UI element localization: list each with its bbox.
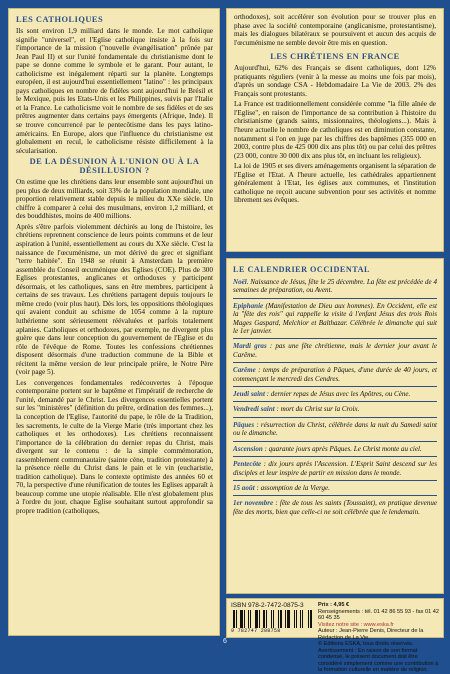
paragraph: Après s'être parfois violemment déchirés au long de l'histoire, les chrétiens reprennent conscience de leurs points communs et de leur aspiration à l'unité, essentiellement au cours du XXe siècle. C'est la naissance de l'œcuménisme, un mot dérivé du grec et signifiant "terre habitée". En 1948 se réunit à Amsterdam la première assemblée du Conseil œcuménique des Eglises (COE). Plus de 300 Eglises protestantes, anglicanes et orthodoxes y participent désormais, et les catholiques, sans en être membres, participent à certains de ses travaux. Les chrétiens partagent depuis toujours le même credo (voir plus haut). Dès lors, les oppositions théologiques qui avaient conduit au schisme de 1054 comme à la rupture luthérienne sont sérieusement réévaluées et parfois totalement aplanies. Catholiques et orthodoxes, par exemple, ne divergent plus guère que dans leur conception du gouvernement de l'Eglise et du rôle de l'évêque de Rome. Toutes les confessions chrétiennes disposent désormais d'une traduction commune de la Bible et récitent la même version de leur principale prière, le Notre Père (voir page 5). (16, 222, 213, 377)
calendar-text: : pas une fête chrétienne, mais le dernier jour avant le Carême. (233, 342, 437, 359)
calendar-list (233, 278, 437, 516)
barcode-digits: 9 782747 208758 (231, 628, 281, 634)
barcode-bar (271, 610, 272, 628)
barcode-bar (266, 610, 267, 628)
page-number: 6 (223, 638, 227, 645)
barcode-bar (259, 610, 260, 628)
barcode-bar (280, 610, 282, 628)
barcode-bar (236, 610, 237, 628)
calendar-term: Pentecôte (233, 460, 262, 469)
calendar-item (233, 495, 437, 516)
barcode-bar (244, 610, 245, 628)
calendar-box (226, 258, 444, 594)
calendar-term: Mardi gras (233, 342, 267, 351)
publisher-box (226, 598, 444, 673)
calendar-item (233, 298, 437, 336)
calendar-text: : quarante jours après Pâques. Le Christ monte au ciel. (262, 444, 422, 453)
warning: Avertissement : En raison de son format condensé, le présent document doit être considéré simplement comme une contribution à la formation culturelle en matière de religion. (318, 647, 439, 673)
barcode-bar (294, 610, 295, 628)
barcode-bar (302, 610, 303, 628)
barcode-bar (308, 610, 309, 628)
barcode-bar (255, 610, 258, 628)
paragraph: On estime que les chrétiens dans leur ensemble sont aujourd'hui un peu plus de deux milliards, soit 33% de la population mondiale, une proportion relativement stable depuis le milieu du XXe siècle. Un chiffre à comparer à celui des musulmans, environ 1,2 milliard, et des bouddhistes, moins de 400 millions. (16, 178, 213, 221)
barcode-bar (240, 610, 243, 628)
barcode-bar (278, 610, 279, 628)
calendar-text: : résurrection du Christ, célébrée dans la nuit du Samedi saint ou le dimanche. (233, 420, 437, 438)
calendar-term: Noël (233, 278, 247, 286)
calendar-term: Carême (233, 366, 256, 375)
website-link[interactable]: Visitez notre site : www.eska.fr (318, 621, 394, 628)
barcode-bar (273, 610, 274, 628)
calendar-text: : dix jours après l'Ascension. L'Esprit Saint descend sur les disciples et leur inspire de partir en mission dans le monde. (233, 460, 437, 477)
paragraph: orthodoxes), soit accélérer son évolution pour se trouver plus en phase avec la société contemporaine (anglicanisme, protestantisme), mais les dialogues bilatéraux se poursuivent et aucun des acquis de l'œcuménisme ne semble devoir être mis en question. (234, 13, 436, 47)
copyright: © Editions ESKA, tous droits réservés. (318, 641, 414, 647)
barcode-bar (248, 610, 249, 628)
barcode-bar (310, 610, 312, 628)
paragraph: Ils sont environ 1,9 milliard dans le monde. Le mot catholique signifie "universel", et l'Eglise catholique insiste à la fois sur l'importance de la mission ("nouvelle évangélisation" prônée par Jean Paul II) et sur l'unité fondamentale du christianisme dont le pape se donne comme le symbole et le garant. Pour autant, le catholicisme est inégalement réparti sur la planète. Longtemps européen, il est aujourd'hui essentiellement "latino" : les principaux pays catholiques en nombre de fidèles sont aujourd'hui le Brésil et le Mexique, puis les Etats-Unis et les Philippines, suivis par l'Italie et la France. Le catholicisme voit le nombre de ses fidèles et de ses prêtres augmenter dans certains pays émergents (Afrique, Inde). Il se trouve concurrencé par le pentecôtisme dans les pays latino-américains. En Europe, alors que l'influence du christianisme est globalement en recul, le catholicisme résiste difficilement à la sécularisation. (16, 27, 213, 155)
calendar-term: 15 août (233, 483, 255, 492)
barcode (231, 610, 315, 628)
barcode-bar (287, 610, 290, 628)
calendar-text: : assomption de la Vierge. (254, 483, 330, 492)
calendar-term: Jeudi saint (233, 390, 265, 399)
heading-catholiques: LES CATHOLIQUES (16, 15, 104, 24)
calendar-text: . Naissance de Jésus, fête le 25 décembre. La fête est précédée de 4 semaines de préparation, ou Avent. (233, 278, 437, 295)
heading-desunion: DE LA DÉSUNION À L'UNION OU À LA DÉSILLUSION ? (29, 157, 200, 176)
isbn-text: ISBN 978-2-7472-0875-3 (231, 602, 304, 609)
paragraph: Aujourd'hui, 62% des Français se disent catholiques, dont 12% pratiquants réguliers (venir à la messe au moins une fois par mois), d'après un sondage CSA - Hebdomadaire La Vie de 2003. 2% des Français sont protestants. (234, 64, 436, 98)
calendar-text: : mort du Christ sur la Croix. (274, 405, 360, 414)
calendar-text: (Manifestation de Dieu aux hommes). En Occident, elle est la "fête des rois" qui rappelle la visite à l'enfant Jésus des trois Rois Mages Gaspard, Melchior et Balthazar. Célébrée le dimanche qui suit le 1er janvier. (233, 301, 437, 336)
barcode-bar (296, 610, 297, 628)
calendar-term: Ascension (233, 444, 263, 453)
barcode-bar (263, 610, 265, 628)
barcode-bar (233, 610, 235, 628)
calendar-text: : temps de préparation à Pâques, d'une durée de 40 jours, et commençant le mercredi des Cendres. (233, 366, 437, 383)
left-column (8, 8, 220, 636)
calendar-item (233, 362, 437, 383)
paragraph: La France est traditionnellement considérée comme "la fille aînée de l'Eglise", en raison de l'importance de sa contribution à l'histoire du christianisme (grands saints, missionnaires, théologiens...). Mais à l'heure actuelle le nombre de catholiques est en diminution constante, notamment si l'on en juge par les chiffres des baptêmes (355 000 en 2003, contre plus de 425 000 dix ans plus tôt) ou par celui des prêtres (23 000, contre 30 000 dix ans plus tôt, en incluant les religieux). (234, 100, 436, 160)
paragraph: Les convergences fondamentales redécouvertes à l'époque contemporaine portent sur le baptême et l'impératif de recherche de l'unité, demandé par le Christ. Les divergences essentielles portent sur les "ministères" (définition du prêtre, ordination des femmes...), la conception de l'Eglise, l'autorité du pape, le rôle de la Tradition, les sacrements, le culte de la Vierge Marie (très important chez les catholiques et les orthodoxes). Les chrétiens reconnaissent l'importance de la célébration du dernier repas du Christ, mais divergent sur le contenu : de la simple commémoration, rassemblement communautaire (sainte cène, tradition protestante) à la présence réelle du Christ dans le pain et le vin (eucharistie, tradition catholique). Dans le contexte optimiste des années 60 et 70, la perspective d'une réunification de toutes les Eglises apparaît à beaucoup comme une utopie réalisable. Elle n'est globalement plus à l'ordre du jour, chaque Eglise souhaitant surtout approfondir sa propre tradition (catholiques, (16, 378, 213, 515)
author-credit: Auteur : Jean-Pierre Denis, Directeur de la Rédaction de La Vie. (318, 628, 424, 641)
calendar-term: Pâques (233, 420, 255, 429)
contact-info: Renseignements : tél. 01 42 86 55 93 - fax 01 42 60 45 35 (318, 608, 439, 621)
calendar-item (233, 278, 437, 295)
calendar-text: : dernier repas de Jésus avec les Apôtres, ou Cène. (264, 390, 411, 399)
calendar-item (233, 417, 437, 438)
barcode-bar (285, 610, 286, 628)
barcode-bar (250, 610, 251, 628)
calendar-item (233, 338, 437, 359)
heading-france: LES CHRÉTIENS EN FRANCE (270, 52, 400, 62)
paragraph: La loi de 1905 et ses divers aménagements organisent la séparation de l'Eglise et l'Etat. A l'heure actuelle, les cathédrales appartiennent généralement à l'Etat, les églises aux communes, et l'institution catholique ne reçoit aucune subvention pour ses activités et nomme librement ses évêques. (234, 162, 436, 205)
calendar-term: Vendredi saint (233, 405, 275, 414)
calendar-item (233, 456, 437, 477)
right-top-column (226, 8, 444, 252)
barcode-bar (300, 610, 301, 628)
calendar-text: : fête de tous les saints (Toussaint), en pratique devenue fête des morts, bien que celle-ci ne soit célébrée que le lendemain. (233, 499, 437, 516)
calendar-item (233, 441, 437, 453)
calendar-term: 1er novembre (233, 499, 274, 508)
calendar-item (233, 480, 437, 492)
price: Prix : 4,95 € (318, 602, 350, 608)
calendar-item (233, 386, 437, 398)
calendar-term: Epiphanie (233, 301, 264, 310)
calendar-heading: LE CALENDRIER OCCIDENTAL (233, 265, 370, 274)
calendar-item (233, 401, 437, 413)
